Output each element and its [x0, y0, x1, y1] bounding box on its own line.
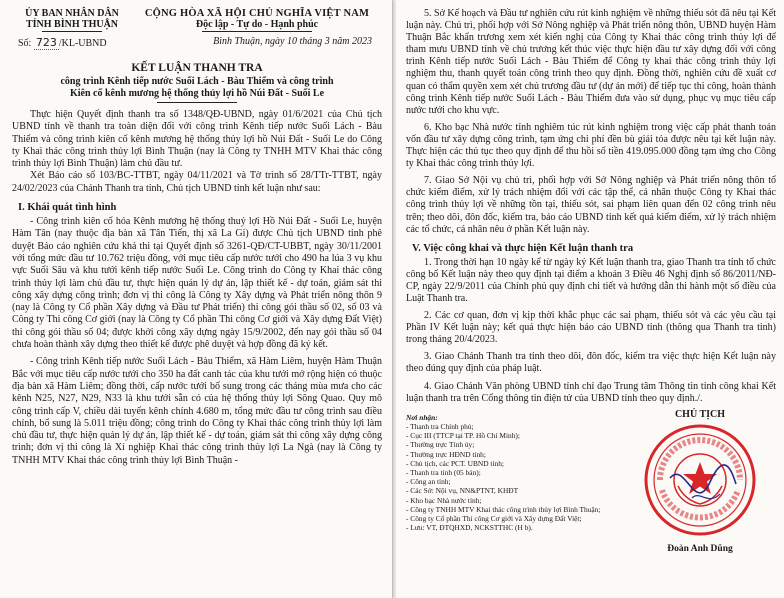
document-title: KẾT LUẬN THANH TRA	[131, 62, 263, 74]
document-subtitle-2: Kiên cố kênh mương hệ thống thủy lợi hồ Núi Đất - Suối Le	[69, 88, 325, 99]
document-header	[12, 8, 382, 32]
body-paragraph-2: - Công trình Kênh tiếp nước Suối Lách - Bàu Thiểm, xã Hàm Liêm, huyện Hàm Thuận Bắc với mục tiêu cấp nước tưới cho 350 ha đất canh tác của khu tưới mở rộng hiện có thuộc địa bàn xã Hàm Liêm; đồng thời, cấp nước tưới bổ sung trong các tháng mùa mưa cho các kênh N25, N27, N29, N33 là khu tưới sẵn có của hệ thống thủy lợi Sông Quao. Quy mô công trình cấp V, chiều dài tuyến kênh chính 4.680 m, tổng mức đầu tư công trình sau điều chỉnh, bổ sung là 5.011 triệu đồng; công trình do Công ty Khai thác công trình thủy lợi làm chủ đầu tư, thực hiện quản lý dự án, lập thiết kế - dự toán, giám sát thi công xây dựng công trình; đơn vị thi công là Xí nghiệp Khai thác công trình thủy lợi La Ngà (nay là Công ty TNHH MTV Khai thác công trình thủy lợi Bình Thuận -	[12, 356, 382, 466]
recipient-item: - Lưu: VT, ĐTQHXD, NCKSTTHC (H b).	[406, 523, 533, 533]
recipient-item: - Thường trực HĐND tỉnh;	[406, 449, 486, 459]
doc-number-suffix: /KL-UBND	[58, 38, 107, 49]
recipient-item: - Công ty Cổ phần Thi công Cơ giới và Xây dựng Đất Việt;	[406, 513, 582, 523]
national-title	[132, 8, 382, 32]
recipient-item: - Kho bạc Nhà nước tỉnh;	[406, 495, 482, 505]
document-number	[12, 36, 107, 50]
motto-underline	[202, 31, 312, 32]
agency-line-1: ỦY BAN NHÂN DÂN	[25, 8, 119, 19]
section-5-item-2: 2. Các cơ quan, đơn vị kịp thời khắc phục các sai phạm, thiếu sót và các yêu cầu tại Phần IV Kết luận này; kết quả thực hiện báo cáo UBND tỉnh (thông qua Thanh tra tỉnh) trong tháng 20/4/2023.	[406, 310, 776, 346]
country-line: CỘNG HÒA XÃ HỘI CHỦ NGHĨA VIỆT NAM	[144, 8, 370, 19]
document-subtitle-1: công trình Kênh tiếp nước Suối Lách - Bàu Thiểm và công trình	[60, 76, 334, 87]
place-date: Bình Thuận, ngày 10 tháng 3 năm 2023	[213, 36, 372, 47]
document-footer	[406, 407, 776, 598]
intro-paragraph-2: Xét Báo cáo số 103/BC-TTBT, ngày 04/11/2021 và Tờ trình số 28/TTr-TTBT, ngày 24/02/2023 của Chánh Thanh tra tỉnh, Chủ tịch UBND tỉnh kết luận như sau:	[12, 170, 382, 194]
recipients-label: Nơi nhận:	[406, 412, 438, 422]
document-meta-row	[12, 36, 382, 50]
recipient-item: - Thanh tra tỉnh (05 bản);	[406, 467, 481, 477]
section-5-item-4: 4. Giao Chánh Văn phòng UBND tỉnh chỉ đạo Trung tâm Thông tin tỉnh công khai Kết luận thanh tra trên Cổng thông tin điện tử của UBND tỉnh theo quy định./.	[406, 380, 776, 404]
section-1-heading: I. Khái quát tình hình	[18, 202, 117, 214]
agency-underline	[42, 31, 102, 32]
signer-role: CHỦ TỊCH	[674, 408, 726, 420]
signature-block	[620, 409, 780, 554]
intro-paragraph-1: Thực hiện Quyết định thanh tra số 1348/QĐ-UBND, ngày 01/6/2021 của Chủ tịch UBND tỉnh về thanh tra toàn diện đối với công trình Kênh tiếp nước Suối Lách - Bàu Thiểm và công trình kiên cố kênh mương hệ thống thủy lợi hồ Núi Đất - Suối Le do Công ty Khai thác công trình thủy lợi Bình Thuận (nay là Công ty TNHH MTV Khai thác công trình thủy lợi Bình Thuận) làm chủ đầu tư.	[12, 109, 382, 170]
official-seal-icon	[640, 420, 760, 540]
recipient-item: - Cục III (TTCP tại TP. Hồ Chí Minh);	[406, 431, 520, 441]
recipient-item: - Các Sở: Nội vụ, NN&PTNT, KHĐT	[406, 486, 519, 496]
recipient-item: - Thường trực Tỉnh ủy;	[406, 440, 475, 450]
body-paragraph-1: - Công trình kiên cố hóa Kênh mương hệ thống thuỷ lợi Hồ Núi Đất - Suối Le, huyện Hàm Tân (nay thuộc địa bàn xã Tân Tiến, thị xã La Gi) được Chủ tịch UBND tỉnh phê duyệt Báo cáo nghiên cứu khả thi tại Quyết định số 3261-QĐ/CT-UBBT, ngày 30/11/2001 với tổng mức đầu tư 10.762 triệu đồng, với mục tiêu cấp nước tưới cho 490 ha lúa 3 vụ khu vực Suối Sâu và khu tưới kênh tiếp nước Suối Le. Công trình do Công ty Khai thác công trình thủy lợi làm chủ đầu tư, thực hiện quản lý dự án, lập thiết kế - dự toán, giám sát thi công xây dựng công trình; đơn vị thi công là Công ty Xây dựng và Phát triển nông thôn 9 (nay là Công ty Cổ phần Xây dựng và Đầu tư Phát triển) thi công gói thầu số 02, số 03 và Công ty Thi công Cơ giới (nay là Công ty Cổ phần Thi công Cơ giới và Xây dựng Đất Việt) thi công gói thầu số 04; được khởi công xây dựng ngày 15/9/2002, đến nay gói thầu số 04 chưa hoàn thành xây dựng theo thiết kế được phê duyệt và hợp đồng đã ký kết.	[12, 216, 382, 351]
item-6-paragraph: 6. Kho bạc Nhà nước tỉnh nghiêm túc rút kinh nghiệm trong việc cấp phát thanh toán vốn đầu tư xây dựng công trình, tạm ứng chi phí đền bù giải tỏa được nêu tại kết luận này. Thực hiện các thủ tục theo quy định để thu hồi số tiền 419.095.000 đồng tạm ứng cho Công ty Khai thác công trình thủy lợi.	[406, 121, 776, 170]
item-5-paragraph: 5. Sở Kế hoạch và Đầu tư nghiên cứu rút kinh nghiệm về những thiếu sót đã nêu tại Kết luận này. Chủ trì, phối hợp với Sở Nông nghiệp và Phát triển nông thôn, UBND huyện Hàm Thuận Bắc khẩn trương xem xét kiến nghị của Công ty Khai thác công trình thủy lợi để tham mưu UBND tỉnh về chủ trương kết thúc việc thực hiện đầu tư xây dựng đối với công trình Kênh tiếp nước Suối Lách - Bàu Thiểm để Công ty khai thác công trình thủy lợi nghiệm thu, thanh quyết toán công trình theo quy định. Đồng thời, nghiên cứu đề xuất cơ quan có thẩm quyền xem xét chủ trương đầu tư (dự án mới) để tiếp tục thi công, hoàn thành công trình Kênh tiếp nước Suối Lách - Bàu Thiểm đưa vào sử dụng, phục vụ mục tiêu cấp nước tưới cho khu vực.	[406, 8, 776, 116]
issuing-agency	[12, 8, 132, 32]
motto: Độc lập - Tự do - Hạnh phúc	[195, 19, 319, 30]
section-5-item-1: 1. Trong thời hạn 10 ngày kể từ ngày ký Kết luận thanh tra, giao Thanh tra tỉnh tổ chức công bố Kết luận này theo quy định tại điểm a khoản 3 Điều 46 Nghị định số 86/2011/NĐ-CP, ngày 22/9/2011 của Chính phủ quy định chi tiết và hướng dẫn thi hành một số điều của Luật Thanh tra.	[406, 256, 776, 304]
recipient-item: - Công ty TNHH MTV Khai thác công trình thủy lợi Bình Thuận;	[406, 504, 601, 514]
recipient-item: - Thanh tra Chính phủ;	[406, 421, 474, 431]
section-5-item-3: 3. Giao Chánh Thanh tra tỉnh theo dõi, đôn đốc, kiểm tra việc thực hiện Kết luận này theo đúng quy định của pháp luật.	[406, 351, 776, 375]
title-underline	[157, 102, 237, 103]
section-5-heading: V. Việc công khai và thực hiện Kết luận thanh tra	[412, 242, 634, 254]
agency-line-2: TỈNH BÌNH THUẬN	[25, 19, 119, 30]
recipients-list	[406, 413, 624, 533]
recipient-item: - Công an tỉnh;	[406, 477, 451, 487]
document-page-right	[396, 0, 784, 598]
signer-name: Đoàn Anh Dũng	[667, 543, 733, 554]
doc-number-handwritten: 723	[35, 36, 57, 49]
item-7-paragraph: 7. Giao Sở Nội vụ chủ trì, phối hợp với Sở Nông nghiệp và Phát triển nông thôn tổ chức kiểm điểm, xử lý trách nhiệm đối với các tập thể, cá nhân thuộc Công ty Khai thác công trình thủy lợi về những tồn tại, thiếu sót, sai phạm liên quan đến 02 công trình nêu trên; theo dõi, đôn đốc, kiểm tra, báo cáo UBND tỉnh kết quả kiểm điểm, xử lý trách nhiệm các tổ chức, cá nhân nêu ở phần Kết luận này.	[406, 175, 776, 235]
recipient-item: - Chủ tịch, các PCT. UBND tỉnh;	[406, 458, 504, 468]
doc-number-prefix: Số:	[18, 38, 32, 49]
